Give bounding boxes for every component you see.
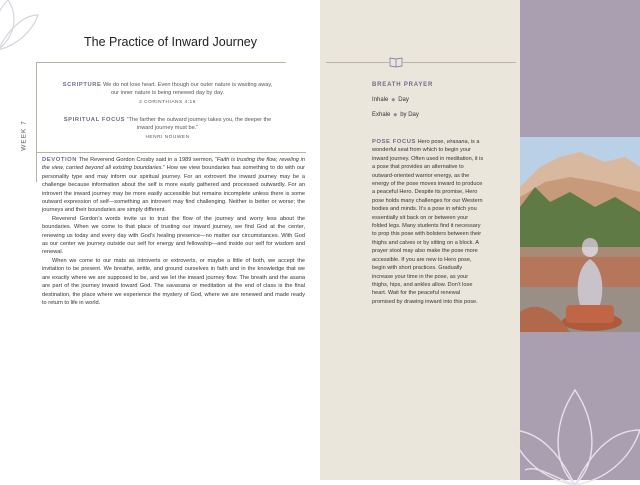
scripture-label: SCRIPTURE (62, 82, 102, 88)
divider (36, 62, 37, 182)
devotion-term: savasana (166, 283, 191, 290)
spiritual-focus-block (60, 116, 275, 142)
pose-text-run: Hero pose, (417, 139, 447, 145)
devotion-paragraph: Reverend Gordon’s words invite us to trust the flow of the journey and worry less about the boundaries. When we come to that place of trusting our inward journey, we find God at the center, renewing us today and every day with God’s healing presence—no matter our circumstances. With God as our center we journey outside our self for energy and fellowship—and inside our self for wisdom and renewal. (42, 215, 305, 256)
scripture-block (60, 81, 275, 107)
devotion-text-run: are part of the journey inward toward God. The (42, 283, 167, 290)
inhale-label: Inhale (372, 97, 389, 103)
lotus-icon (505, 370, 640, 485)
diamond-icon: ◆ (391, 97, 396, 103)
spiritual-focus-label: SPIRITUAL FOCUS (63, 117, 126, 123)
diamond-icon: ◆ (393, 112, 398, 118)
divider (36, 152, 306, 153)
devotion-text-run: ” How we view boundaries has something to do with our personality type and may inform our spiritual journey. For an extrovert the inward journey may be a challenge because information about the self is more easily gathered and processed outwardly. For an introvert the inward journey may be more easily accessible but remains incomplete unless there is some outward expression of self—something an introvert may find challenging. Neither is better or worse; the journeys and their boundaries are simply different. (42, 165, 305, 214)
devotion-paragraph (42, 156, 305, 215)
spiritual-focus-citation: HENRI NOUWEN (145, 134, 190, 140)
page-title: The Practice of Inward Journey (84, 35, 257, 49)
open-book-icon (389, 56, 403, 68)
devotion-text-run: The Reverend Gordon Crosby said in a 1989 sermon, “ (78, 157, 217, 163)
pose-focus-text (372, 138, 484, 306)
pose-text-run: , is a wonderful seat from which to begin your inward journey. Often used in meditation, it is a pose that provides an alternative to outward-oriented warrior energy, as the energy of the pose moves inward to produce a peaceful Hero. Despite its promise, Hero pose holds many challenges for our Western bodies and minds. It’s a pose in which you essentially sit back on or between your folded legs. Many students find it necessary to prop this pose with bolsters between their thighs and calves or by sitting on a block. A prayer stool may also make the pose more accessible. If you are new to Hero pose, begin with short practices. Gradually increase your time in the pose, as your thighs, hips, and ankles allow. Don’t lose heart. Wait for the peaceful renewal promised by drawing inward into this pose. (372, 139, 484, 305)
devotion-text-run: When we come to our mats as introverts or extroverts, or maybe a little of both, we accept the invitation to be present. We breathe, settle, and ground ourselves in faith and in the knowledge that we are exactly where we are supposed to be, and we let the inward journey flow. The breath and the (42, 257, 305, 281)
pose-focus-label: POSE FOCUS (372, 139, 417, 145)
devotion-term: asana (289, 274, 305, 281)
scripture-text: We do not lose heart. Even though our outer nature is wasting away, our inner nature is being renewed day by day. (103, 82, 273, 97)
devotion-quote: Faith is trusting the flow, reveling in the view, carried beyond all existing boundaries. (42, 157, 306, 172)
divider (326, 62, 516, 63)
exhale-word: by Day (400, 112, 419, 118)
divider (36, 62, 286, 63)
statue-photo (520, 137, 640, 332)
breath-prayer-exhale (372, 112, 419, 118)
devotion-text-run: or meditation at the end of class is the final destination, the place where we experience the mystery of God, where we are renewed and made ready to return to life in world. (42, 283, 305, 306)
inhale-word: Day (398, 97, 409, 103)
spiritual-focus-text: “The farther the outward journey takes you, the deeper the inward journey must be.” (126, 117, 272, 132)
devotion-label: DEVOTION (42, 157, 78, 163)
exhale-label: Exhale (372, 112, 391, 118)
breath-prayer-label: BREATH PRAYER (372, 82, 434, 88)
devotion-paragraph (42, 257, 305, 307)
scripture-citation: 2 CORINTHIANS 4:16 (139, 99, 196, 105)
week-label: WEEK 7 (20, 120, 28, 151)
devotion-text (42, 156, 305, 307)
breath-prayer-inhale (372, 97, 409, 103)
pose-term: virasana (446, 139, 468, 145)
lotus-icon (0, 0, 48, 60)
